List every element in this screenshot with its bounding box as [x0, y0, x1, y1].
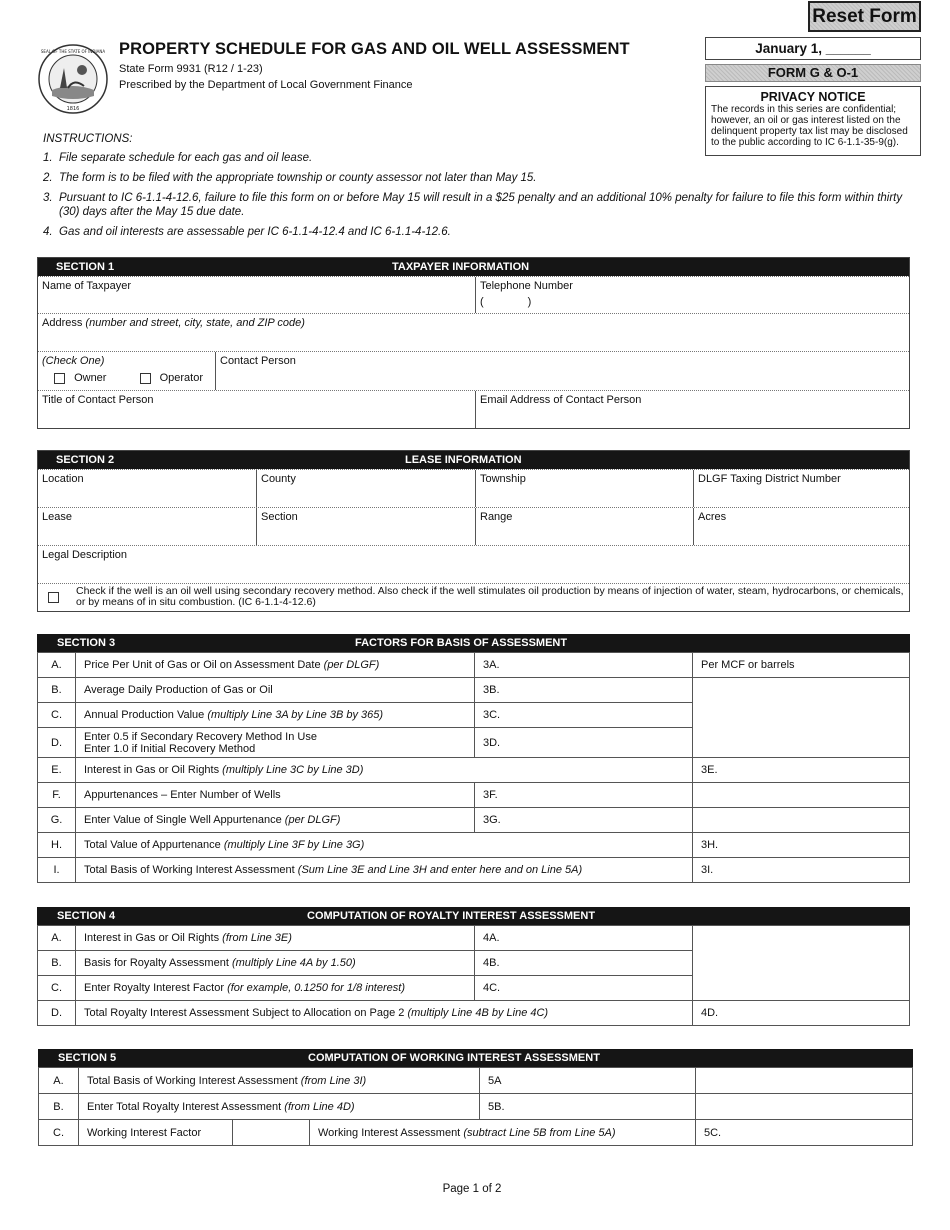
table-row: E. Interest in Gas or Oil Rights (multiply Line 3C by Line 3D) 3E. — [38, 758, 910, 783]
line-5a-input[interactable]: 5A — [480, 1068, 696, 1094]
township-field[interactable]: Township — [475, 470, 693, 507]
instruction-item: 2. The form is to be filed with the appropriate township or county assessor not later than May 15. — [43, 172, 537, 184]
form-id-badge: FORM G & O-1 — [705, 64, 921, 82]
section-field[interactable]: Section — [256, 508, 475, 545]
seal-top-text: SEAL OF THE STATE OF INDIANA — [40, 49, 106, 54]
section-2-header: SECTION 2 LEASE INFORMATION — [38, 451, 909, 469]
telephone-field[interactable]: Telephone Number ( ) — [475, 277, 909, 313]
operator-checkbox[interactable] — [140, 373, 151, 384]
state-seal-icon — [38, 44, 108, 114]
line-3b-input[interactable]: 3B. — [475, 678, 693, 703]
contact-title-field[interactable]: Title of Contact Person — [42, 394, 154, 406]
line-4a-input[interactable]: 4A. — [475, 926, 693, 951]
seal-year: 1816 — [66, 106, 80, 112]
privacy-title: PRIVACY NOTICE — [760, 90, 866, 104]
section-4-table — [37, 925, 910, 1026]
table-row: F. Appurtenances – Enter Number of Wells 3F. — [38, 783, 910, 808]
assessment-date-field[interactable]: January 1, ______ — [705, 37, 921, 60]
owner-label: Owner — [74, 372, 107, 384]
instructions-heading: INSTRUCTIONS: — [43, 133, 133, 145]
privacy-body: The records in this series are confidential; however, an oil or gas interest listed on the delinquent property tax list may be disclosed to the public according to IC 6-1.1-35-9(g). — [711, 104, 908, 148]
line-4b-input[interactable]: 4B. — [475, 951, 693, 976]
section-1-taxpayer — [37, 257, 910, 429]
dlgf-district-field[interactable]: DLGF Taxing District Number — [693, 470, 909, 507]
lease-field[interactable]: Lease — [42, 511, 72, 523]
working-interest-factor-input[interactable] — [233, 1120, 310, 1146]
table-row: A. Interest in Gas or Oil Rights (from Line 3E) 4A. — [38, 926, 910, 951]
section-1-header: SECTION 1 TAXPAYER INFORMATION — [38, 258, 909, 276]
secondary-recovery-label: Check if the well is an oil well using secondary recovery method. Also check if the well stimulates oil production by means of injection of water, steam, hydrocarbons, or chemicals, or by means of in situ combustion. (IC 6-1.1-4-12.6) — [76, 585, 904, 608]
table-row: B. Enter Total Royalty Interest Assessment (from Line 4D) 5B. — [39, 1094, 913, 1120]
table-row: H. Total Value of Appurtenance (multiply Line 3F by Line 3G) 3H. — [38, 833, 910, 858]
section-2-lease — [37, 450, 910, 612]
table-row: G. Enter Value of Single Well Appurtenance (per DLGF) 3G. — [38, 808, 910, 833]
owner-operator-group: (Check One) Owner Operator — [42, 355, 204, 384]
taxpayer-name-field[interactable]: Name of Taxpayer — [42, 280, 132, 292]
section-5-table — [38, 1067, 913, 1146]
table-row: A. Total Basis of Working Interest Assessment (from Line 3I) 5A — [39, 1068, 913, 1094]
instruction-item: 3. Pursuant to IC 6-1.1-4-12.6, failure to file this form on or before May 15 will result in a $25 penalty and an additional 10% penalty for failure to file this form within thirty (30) days after the May 15 due date. — [43, 192, 903, 218]
table-row: A. Price Per Unit of Gas or Oil on Assessment Date (per DLGF) 3A. Per MCF or barrels — [38, 653, 910, 678]
reset-form-button[interactable]: Reset Form — [808, 1, 921, 32]
prescribed-by: Prescribed by the Department of Local Government Finance — [119, 79, 413, 91]
section-5-header: SECTION 5 COMPUTATION OF WORKING INTEREST ASSESSMENT — [38, 1049, 913, 1067]
location-field[interactable]: Location — [42, 473, 84, 485]
table-row: D. Enter 0.5 if Secondary Recovery Method In Use Enter 1.0 if Initial Recovery Method 3D. — [38, 728, 910, 758]
line-4d-input[interactable]: 4D. — [693, 1001, 910, 1026]
legal-description-field[interactable]: Legal Description — [42, 549, 127, 561]
address-field[interactable]: Address (number and street, city, state, and ZIP code) — [42, 317, 305, 329]
contact-email-field[interactable]: Email Address of Contact Person — [475, 391, 909, 428]
owner-checkbox[interactable] — [54, 373, 65, 384]
county-field[interactable]: County — [256, 470, 475, 507]
table-row: I. Total Basis of Working Interest Assessment (Sum Line 3E and Line 3H and enter here and on Line 5A) 3I. — [38, 858, 910, 883]
section-3-table — [37, 652, 910, 883]
table-row: B. Basis for Royalty Assessment (multiply Line 4A by 1.50) 4B. — [38, 951, 910, 976]
secondary-recovery-checkbox[interactable] — [48, 592, 59, 603]
section-3-header: SECTION 3 FACTORS FOR BASIS OF ASSESSMENT — [37, 634, 910, 652]
line-3d-input[interactable]: 3D. — [475, 728, 693, 758]
state-form-number: State Form 9931 (R12 / 1-23) — [119, 63, 263, 75]
instruction-item: 1. File separate schedule for each gas and oil lease. — [43, 152, 313, 164]
contact-person-field[interactable]: Contact Person — [215, 352, 909, 390]
line-5c-input[interactable]: 5C. — [696, 1120, 913, 1146]
line-3g-input[interactable]: 3G. — [475, 808, 693, 833]
section-4-header: SECTION 4 COMPUTATION OF ROYALTY INTEREST ASSESSMENT — [37, 907, 910, 925]
instruction-item: 4. Gas and oil interests are assessable per IC 6-1.1-4-12.4 and IC 6-1.1-4-12.6. — [43, 226, 451, 238]
operator-label: Operator — [159, 372, 204, 384]
line-3f-input[interactable]: 3F. — [475, 783, 693, 808]
table-row: B. Average Daily Production of Gas or Oil 3B. — [38, 678, 910, 703]
form-title: PROPERTY SCHEDULE FOR GAS AND OIL WELL ASSESSMENT — [119, 40, 630, 58]
line-3c-input[interactable]: 3C. — [475, 703, 693, 728]
line-3e-input[interactable]: 3E. — [693, 758, 910, 783]
line-4c-input[interactable]: 4C. — [475, 976, 693, 1001]
section-4-royalty — [37, 907, 910, 1026]
line-5b-input[interactable]: 5B. — [480, 1094, 696, 1120]
page-number: Page 1 of 2 — [442, 1183, 502, 1195]
per-unit-label: Per MCF or barrels — [693, 653, 910, 678]
line-3i-input[interactable]: 3I. — [693, 858, 910, 883]
line-3a-input[interactable]: 3A. — [475, 653, 693, 678]
table-row: D. Total Royalty Interest Assessment Subject to Allocation on Page 2 (multiply Line 4B by Line 4C) 4D. — [38, 1001, 910, 1026]
table-row: C. Annual Production Value (multiply Line 3A by Line 3B by 365) 3C. — [38, 703, 910, 728]
section-3-factors — [37, 634, 910, 883]
range-field[interactable]: Range — [475, 508, 693, 545]
table-row: C. Working Interest Factor Working Interest Assessment (subtract Line 5B from Line 5A) 5C. — [39, 1120, 913, 1146]
instructions — [43, 133, 923, 245]
acres-field[interactable]: Acres — [693, 508, 909, 545]
section-5-working — [38, 1049, 913, 1146]
line-3h-input[interactable]: 3H. — [693, 833, 910, 858]
table-row: C. Enter Royalty Interest Factor (for example, 0.1250 for 1/8 interest) 4C. — [38, 976, 910, 1001]
